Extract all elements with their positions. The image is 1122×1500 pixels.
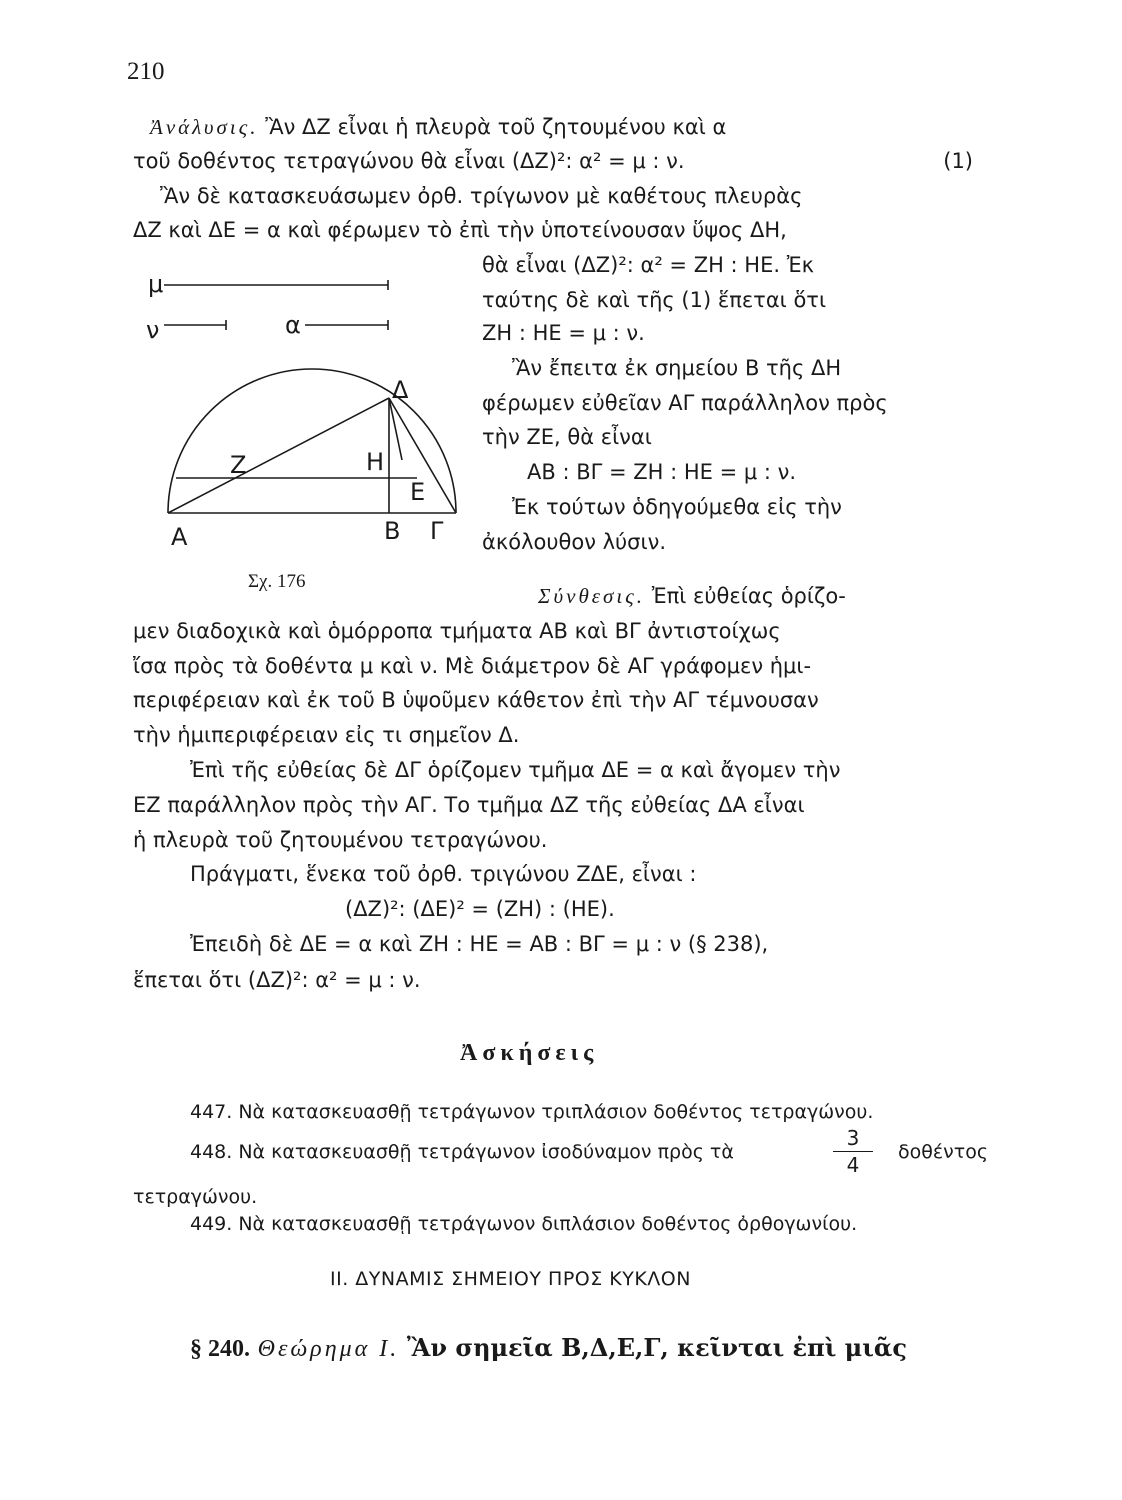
exercise-447: 447. Νὰ κατασκευασθῇ τετράγωνον τριπλάσιον δοθέντος τετραγώνου.: [190, 1101, 874, 1123]
synthesis-line-12: ἕπεται ὅτι (ΔΖ)²: α² = μ : ν.: [133, 968, 421, 992]
equation-tag-1: (1): [943, 149, 973, 173]
fraction-three-quarters: [833, 1128, 873, 1175]
synthesis-line-5: τὴν ἡμιπεριφέρειαν εἰς τι σημεῖον Δ.: [133, 723, 520, 747]
synthesis-line-10: (ΔΖ)²: (ΔΕ)² = (ΖΗ) : (ΗΕ).: [345, 897, 615, 921]
point-D: Δ: [392, 376, 409, 404]
analysis-label: Ἀνάλυσις.: [150, 115, 259, 139]
synthesis-line-11: Ἐπειδὴ δὲ ΔΕ = α καὶ ΖΗ : ΗΕ = ΑΒ : ΒΓ = μ : ν (§ 238),: [190, 932, 769, 956]
synthesis-line-6: Ἐπὶ τῆς εὐθείας δὲ ΔΓ ὁρίζομεν τμῆμα ΔΕ = α καὶ ἄγομεν τὴν: [190, 758, 841, 782]
analysis-line-9: φέρωμεν εὐθεῖαν ΑΓ παράλληλον πρὸς: [482, 391, 888, 415]
synthesis-line-3: ἴσα πρὸς τὰ δοθέντα μ καὶ ν. Μὲ διάμετρον δὲ ΑΓ γράφομεν ἡμι-: [133, 654, 812, 678]
analysis-line-5: θὰ εἶναι (ΔΖ)²: α² = ΖΗ : ΗΕ. Ἐκ: [482, 253, 815, 277]
exercise-449: 449. Νὰ κατασκευασθῇ τετράγωνον διπλάσιον δοθέντος ὀρθογωνίου.: [190, 1213, 858, 1235]
exercise-448-tail: δοθέντος: [898, 1141, 988, 1163]
synthesis-line-4: περιφέρειαν καὶ ἐκ τοῦ Β ὑψοῦμεν κάθετον ἐπὶ τὴν ΑΓ τέμνουσαν: [133, 688, 819, 712]
section-heading: ΙΙ. ΔΥΝΑΜΙΣ ΣΗΜΕΙΟΥ ΠΡΟΣ ΚΥΚΛΟΝ: [330, 1268, 691, 1290]
exercise-448-text: 448. Νὰ κατασκευασθῇ τετράγωνον ἰσοδύναμον πρὸς τὰ: [190, 1141, 734, 1163]
analysis-line-11: ΑΒ : ΒΓ = ΖΗ : ΗΕ = μ : ν.: [527, 460, 797, 484]
analysis-line-8: Ἂν ἔπειτα ἐκ σημείου Β τῆς ΔΗ: [512, 356, 842, 380]
analysis-line-12: Ἐκ τούτων ὁδηγούμεθα εἰς τὴν: [512, 495, 842, 519]
theorem-name: Θεώρημα Ι.: [257, 1336, 400, 1362]
synthesis-line-2: μεν διαδοχικὰ καὶ ὁμόρροπα τμήματα ΑΒ καὶ ΒΓ ἀντιστοίχως: [133, 619, 781, 643]
analysis-line-6: ταύτης δὲ καὶ τῆς (1) ἕπεται ὅτι: [482, 288, 827, 312]
label-alpha: α: [285, 311, 301, 339]
point-G: Γ: [430, 517, 444, 545]
theorem-240: [190, 1333, 907, 1363]
point-A: Α: [171, 523, 188, 551]
label-nu: ν: [146, 316, 160, 344]
synthesis-line-1: Ἐπὶ εὐθείας ὁρίζο-: [651, 584, 846, 608]
analysis-line-4: ΔΖ καὶ ΔΕ = α καὶ φέρωμεν τὸ ἐπὶ τὴν ὑποτείνουσαν ὕψος ΔΗ,: [133, 218, 787, 242]
point-E: Ε: [410, 478, 426, 506]
analysis-line-7: ΖΗ : ΗΕ = μ : ν.: [482, 321, 645, 345]
page-number: 210: [127, 58, 165, 85]
point-B: Β: [384, 517, 401, 545]
point-Z: Ζ: [230, 451, 247, 479]
figure-caption: Σχ. 176: [248, 571, 306, 592]
analysis-line-2: τοῦ δοθέντος τετραγώνου θὰ εἶναι (ΔΖ)²: α² = μ : ν.: [133, 149, 685, 173]
figure-176: [0, 0, 480, 600]
synthesis-line-8: ἡ πλευρὰ τοῦ ζητουμένου τετραγώνου.: [133, 828, 548, 852]
theorem-text: Ἂν σημεῖα Β,Δ,Ε,Γ, κεῖνται ἐπὶ μιᾶς: [406, 1333, 907, 1362]
fraction-denominator: 4: [846, 1153, 860, 1177]
exercise-448-continued: τετραγώνου.: [133, 1186, 258, 1208]
fraction-bar: [833, 1151, 873, 1152]
point-H: Η: [366, 448, 385, 476]
analysis-line-3: Ἂν δὲ κατασκευάσωμεν ὀρθ. τρίγωνον μὲ καθέτους πλευρὰς: [160, 184, 803, 208]
chord-AD: [168, 398, 389, 513]
fraction-numerator: 3: [846, 1126, 860, 1150]
label-mu: μ: [148, 270, 164, 298]
analysis-line-1: Ἂν ΔΖ εἶναι ἡ πλευρὰ τοῦ ζητουμένου καὶ α: [265, 115, 727, 139]
analysis-line-10: τὴν ΖΕ, θὰ εἶναι: [482, 425, 652, 449]
altitude-DH: [389, 398, 402, 460]
theorem-number: § 240.: [190, 1336, 250, 1362]
exercises-heading: Ἀσκήσεις: [460, 1040, 599, 1066]
synthesis-line-9: Πράγματι, ἕνεκα τοῦ ὀρθ. τριγώνου ΖΔΕ, εἶναι :: [190, 862, 697, 886]
analysis-line-13: ἀκόλουθον λύσιν.: [482, 530, 666, 554]
synthesis-label: Σύνθεσις.: [538, 584, 645, 608]
synthesis-line-7: ΕΖ παράλληλον πρὸς τὴν ΑΓ. Το τμῆμα ΔΖ τῆς εὐθείας ΔΑ εἶναι: [133, 793, 805, 817]
